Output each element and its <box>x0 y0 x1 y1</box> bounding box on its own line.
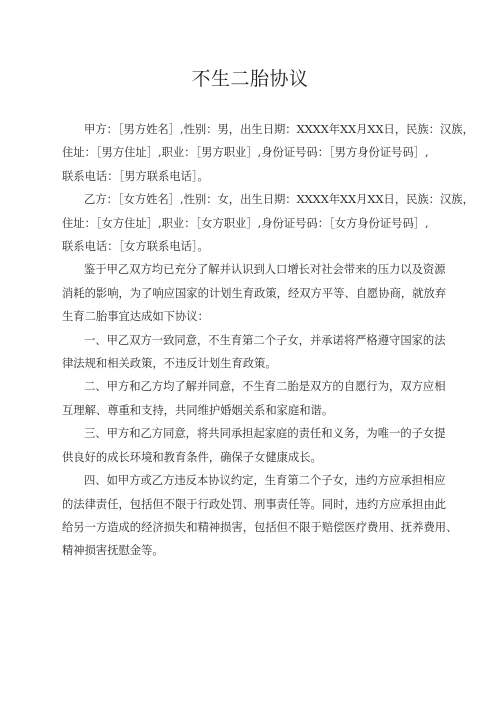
paragraph-line: 一、甲乙双方一致同意，不生育第二个子女，并承诺将严格遵守国家的法 <box>84 333 446 347</box>
document-title: 不生二胎协议 <box>191 68 309 90</box>
party-b-paragraph <box>62 188 474 258</box>
preamble-paragraph <box>62 258 447 328</box>
paragraph-line: 精神损害抚慰金等。 <box>62 544 164 558</box>
paragraph-line: 乙方：［女方姓名］,性别：女，出生日期：XXXX年XX月XX日，民族：汉族， <box>84 193 474 207</box>
paragraph-line: 甲方：［男方姓名］,性别：男，出生日期：XXXX年XX月XX日，民族：汉族， <box>84 123 474 136</box>
paragraph-line: 联系电话：［男方联系电话］。 <box>62 169 209 183</box>
paragraph-line: 四、如甲方或乙方违反本协议约定，生育第二个子女，违约方应承担相应 <box>84 474 446 488</box>
document-body <box>62 118 474 563</box>
paragraph-line: 鉴于甲乙双方均已充分了解并认识到人口增长对社会带来的压力以及资源 <box>84 263 446 277</box>
paragraph-line: 律法规和相关政策，不违反计划生育政策。 <box>62 357 277 371</box>
paragraph-line: 住址：［男方住址］,职业：［男方职业］,身份证号码：［男方身份证号码］, <box>62 146 429 160</box>
paragraph-line: 的法律责任，包括但不限于行政处罚、刑事责任等。同时，违约方应承担由此 <box>62 497 447 511</box>
paragraph-line: 生育二胎事宜达成如下协议： <box>62 310 209 324</box>
paragraph-line: 互理解、尊重和支持，共同维护婚姻关系和家庭和谐。 <box>62 403 334 417</box>
clause-4-paragraph <box>62 469 458 563</box>
paragraph-line: 联系电话：［女方联系电话］。 <box>62 240 209 254</box>
clause-2-paragraph <box>62 375 446 422</box>
paragraph-line: 三、甲方和乙方同意，将共同承担起家庭的责任和义务，为唯一的子女提 <box>84 427 446 441</box>
paragraph-line: 供良好的成长环境和教育条件，确保子女健康成长。 <box>62 450 322 464</box>
paragraph-line: 二、甲方和乙方均了解并同意，不生育二胎是双方的自愿行为，双方应相 <box>84 380 446 394</box>
clause-1-paragraph <box>62 329 446 376</box>
paragraph-line: 给另一方造成的经济损失和精神损害，包括但不限于赔偿医疗费用、抚养费用、 <box>62 520 458 534</box>
paragraph-line: 住址：［女方住址］,职业：［女方职业］,身份证号码：［女方身份证号码］, <box>62 216 429 230</box>
party-a-paragraph <box>62 118 474 188</box>
clause-3-paragraph <box>62 422 446 469</box>
paragraph-line: 消耗的影响，为了响应国家的计划生育政策，经双方平等、自愿协商，就放弃 <box>62 286 447 300</box>
